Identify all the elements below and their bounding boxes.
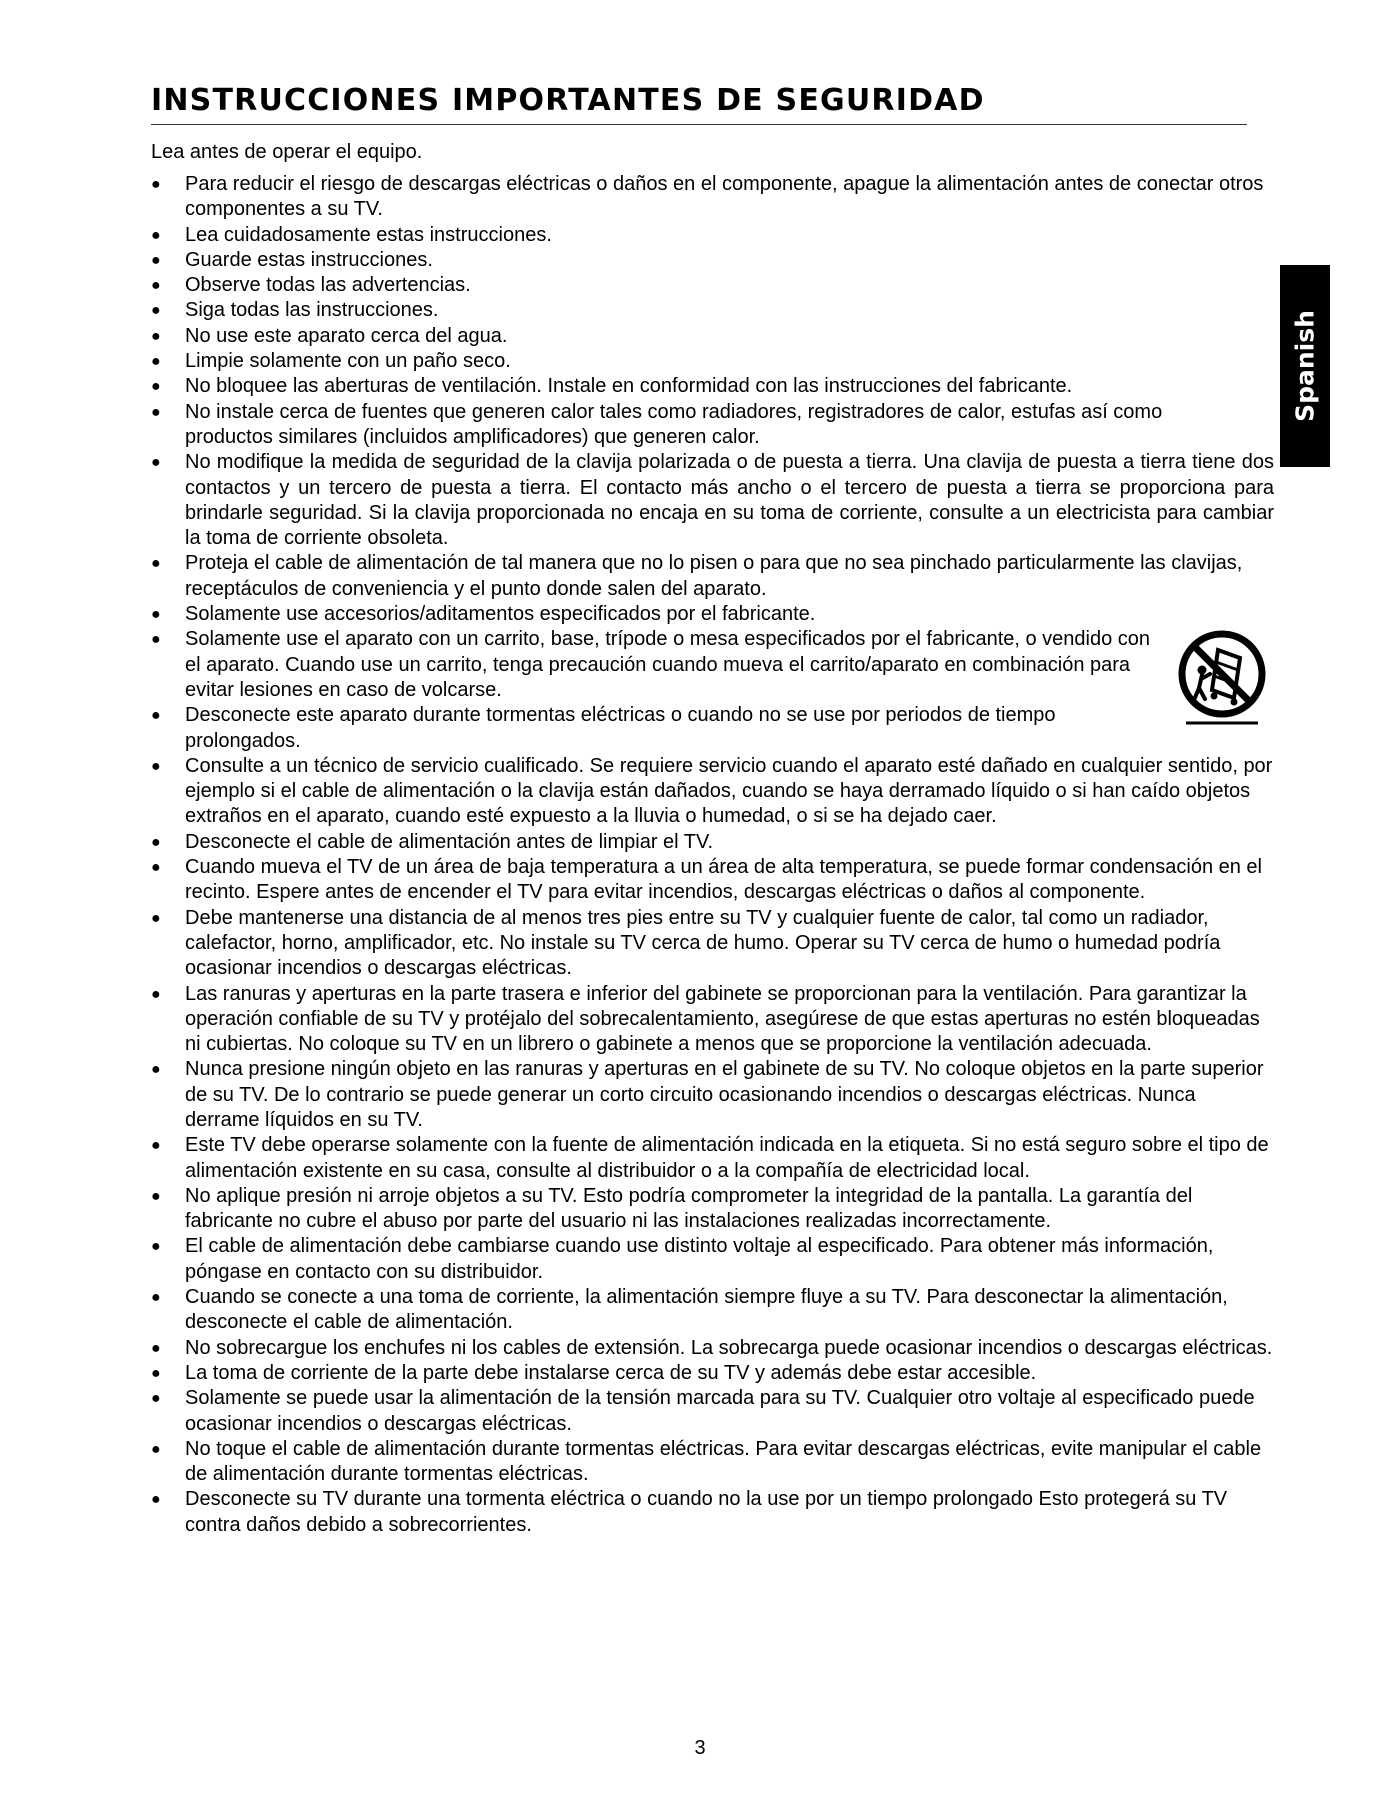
bullet-icon: ●: [151, 454, 161, 472]
bullet-icon: ●: [151, 1491, 161, 1509]
bullet-icon: ●: [151, 555, 161, 573]
list-item-text: Limpie solamente con un paño seco.: [185, 350, 511, 373]
page-number: 3: [694, 1737, 706, 1759]
list-item: [151, 248, 1274, 273]
list-item: [151, 1133, 1274, 1184]
list-item-text: Cuando se conecte a una toma de corriente, la alimentación siempre fluye a su TV. Para desconectar la alimentación, desconecte el cable de alimentación.: [185, 1286, 1228, 1334]
list-item-text: Siga todas las instrucciones.: [185, 299, 439, 322]
bullet-icon: ●: [151, 757, 161, 775]
list-item: [151, 324, 1274, 349]
list-item-text: Debe mantenerse una distancia de al menos tres pies entre su TV y cualquier fuente de calor, tal como un radiador, calefactor, horno, amplificador, etc. No instale su TV cerca de humo. Operar su TV cerca de humo o humedad podría ocasionar incendios o descargas eléctricas.: [185, 906, 1221, 980]
list-item: [151, 1336, 1274, 1361]
intro-text: Lea antes de operar el equipo.: [151, 141, 423, 163]
bullet-icon: ●: [151, 327, 161, 345]
list-item-text: Cuando mueva el TV de un área de baja temperatura a un área de alta temperatura, se puede formar condensación en el recinto. Espere antes de encender el TV para evitar incendios, descargas eléctricas o daños al componente.: [185, 856, 1262, 904]
list-item-text: Desconecte este aparato durante tormentas eléctricas o cuando no se use por periodos de tiempo prolongados.: [185, 704, 1056, 752]
bullet-icon: ●: [151, 859, 161, 877]
list-item-text: Desconecte el cable de alimentación antes de limpiar el TV.: [185, 830, 714, 853]
list-item-text: No bloquee las aberturas de ventilación. Instale en conformidad con las instrucciones del fabricante.: [185, 375, 1073, 398]
list-item: [151, 374, 1274, 399]
list-item: [151, 450, 1274, 551]
list-item-text: Para reducir el riesgo de descargas eléctricas o daños en el componente, apague la alimentación antes de conectar otros componentes a su TV.: [185, 173, 1264, 221]
bullet-icon: ●: [151, 302, 161, 320]
list-item: [151, 982, 1274, 1058]
bullet-icon: ●: [151, 985, 161, 1003]
bullet-icon: ●: [151, 176, 161, 193]
list-item: [151, 1184, 1274, 1235]
list-item-text: No modifique la medida de seguridad de la clavija polarizada o de puesta a tierra. Una clavija de puesta a tierra tiene dos contactos y un tercero de puesta a tierra. El contacto más ancho o el tercero de puesta a tierra se proporciona para brindarle seguridad. Si la clavija proporcionada no encaja en su toma de corriente, consulte a un electricista para cambiar la toma de corriente obsoleta.: [185, 451, 1274, 550]
list-item: [151, 1487, 1274, 1538]
bullet-icon: ●: [151, 1061, 161, 1079]
list-item-text: Observe todas las advertencias.: [185, 274, 471, 297]
bullet-icon: ●: [151, 1187, 161, 1205]
list-item-text: No toque el cable de alimentación durante tormentas eléctricas. Para evitar descargas eléctricas, evite manipular el cable de alimentación durante tormentas eléctricas.: [185, 1437, 1262, 1486]
bullet-icon: ●: [151, 707, 161, 725]
list-item: [151, 1361, 1274, 1386]
list-item-text: No use este aparato cerca del agua.: [185, 324, 508, 347]
bullet-icon: ●: [151, 1390, 161, 1408]
list-item-text: Proteja el cable de alimentación de tal manera que no lo pisen o para que no sea pinchado particularmente las clavijas, receptáculos de conveniencia y el punto donde salen del aparato.: [185, 552, 1243, 600]
bullet-icon: ●: [151, 378, 161, 396]
list-item: [151, 551, 1274, 602]
list-item: [151, 855, 1274, 906]
bullet-icon: ●: [151, 277, 161, 295]
bullet-icon: ●: [151, 1339, 161, 1357]
bullet-icon: ●: [151, 226, 161, 244]
list-item-text: El cable de alimentación debe cambiarse cuando use distinto voltaje al especificado. Para obtener más información, póngase en contacto con su distribuidor.: [185, 1235, 1214, 1283]
safety-instructions-list: [151, 172, 1274, 1538]
list-item: [151, 298, 1274, 323]
list-item-text: Lea cuidadosamente estas instrucciones.: [185, 223, 552, 246]
list-item-text: No instale cerca de fuentes que generen calor tales como radiadores, registradores de calor, estufas así como productos similares (incluidos amplificadores) que generen calor.: [185, 400, 1163, 448]
page-title: INSTRUCCIONES IMPORTANTES DE SEGURIDAD: [151, 83, 985, 118]
list-item: [151, 1386, 1274, 1437]
language-tab-label: Spanish: [1290, 310, 1320, 422]
list-item: [151, 1057, 1274, 1133]
list-item-text: Nunca presione ningún objeto en las ranuras y aperturas en el gabinete de su TV. No coloque objetos en la parte superior de su TV. De lo contrario se puede generar un corto circuito ocasionando incendios o descargas eléctricas. Nunca derrame líquidos en su TV.: [185, 1058, 1264, 1131]
bullet-icon: ●: [151, 1440, 161, 1458]
list-item-text: Desconecte su TV durante una tormenta eléctrica o cuando no la use por un tiempo prolongado Esto protegerá su TV contra daños debido a sobrecorrientes.: [185, 1488, 1228, 1536]
bullet-icon: ●: [151, 251, 161, 269]
bullet-icon: ●: [151, 1238, 161, 1256]
list-item: [151, 223, 1274, 248]
list-item: [151, 1437, 1274, 1488]
bullet-icon: ●: [151, 1137, 161, 1155]
bullet-icon: ●: [151, 1364, 161, 1382]
bullet-icon: ●: [151, 909, 161, 927]
list-item-text: Solamente use accesorios/aditamentos especificados por el fabricante.: [185, 603, 816, 626]
list-item: [151, 602, 1274, 627]
list-item: [151, 830, 1274, 855]
bullet-icon: ●: [151, 353, 161, 371]
list-item: [151, 400, 1274, 451]
list-item-text: No aplique presión ni arroje objetos a su TV. Esto podría comprometer la integridad de la pantalla. La garantía del fabricante no cubre el abuso por parte del usuario ni las instalaciones realizadas incorrectamente.: [185, 1184, 1193, 1233]
title-divider: [151, 124, 1247, 125]
list-item: [151, 1285, 1274, 1336]
bullet-icon: ●: [151, 1289, 161, 1307]
list-item: [151, 627, 1274, 703]
list-item: [151, 703, 1274, 754]
list-item-text: Las ranuras y aperturas en la parte trasera e inferior del gabinete se proporcionan para la ventilación. Para garantizar la operación confiable de su TV y protéjalo del sobrecalentamiento, asegúrese de que estas aperturas no estén bloqueadas ni cubiertas. No coloque su TV en un librero o gabinete a menos que se proporcione la ventilación adecuada.: [185, 982, 1260, 1056]
bullet-icon: ●: [151, 833, 161, 851]
bullet-icon: ●: [151, 606, 161, 624]
list-item: [151, 273, 1274, 298]
bullet-icon: ●: [151, 403, 161, 421]
language-tab: [1280, 265, 1330, 467]
list-item-text: No sobrecargue los enchufes ni los cables de extensión. La sobrecarga puede ocasionar incendios o descargas eléctricas.: [185, 1336, 1273, 1359]
list-item-text: Este TV debe operarse solamente con la fuente de alimentación indicada en la etiqueta. Si no está seguro sobre el tipo de alimentación existente en su casa, consulte al distribuidor o a la compañía de electricidad local.: [185, 1134, 1269, 1182]
list-item-text: Solamente se puede usar la alimentación de la tensión marcada para su TV. Cualquier otro voltaje al especificado puede ocasionar incendios o descargas eléctricas.: [185, 1387, 1255, 1435]
list-item: [151, 1234, 1274, 1285]
list-item: [151, 906, 1274, 982]
cart-tip-over-warning-icon: [1172, 628, 1272, 728]
list-item: [151, 349, 1274, 374]
list-item-text: Guarde estas instrucciones.: [185, 248, 433, 271]
list-item-text: La toma de corriente de la parte debe instalarse cerca de su TV y además debe estar accesible.: [185, 1361, 1037, 1384]
list-item-text: Solamente use el aparato con un carrito, base, trípode o mesa especificados por el fabricante, o vendido con el aparato. Cuando use un carrito, tenga precaución cuando mueva el carrito/aparato en combinación para evitar lesiones en caso de volcarse.: [185, 628, 1151, 701]
list-item: [151, 754, 1274, 830]
list-item-text: Consulte a un técnico de servicio cualificado. Se requiere servicio cuando el aparato esté dañado en cualquier sentido, por ejemplo si el cable de alimentación o la clavija están dañados, cuando se haya derramado líquido o si han caído objetos extraños en el aparato, cuando esté expuesto a la lluvia o humedad, o si se ha dejado caer.: [185, 754, 1273, 828]
list-item: [151, 172, 1274, 223]
bullet-icon: ●: [151, 631, 161, 649]
